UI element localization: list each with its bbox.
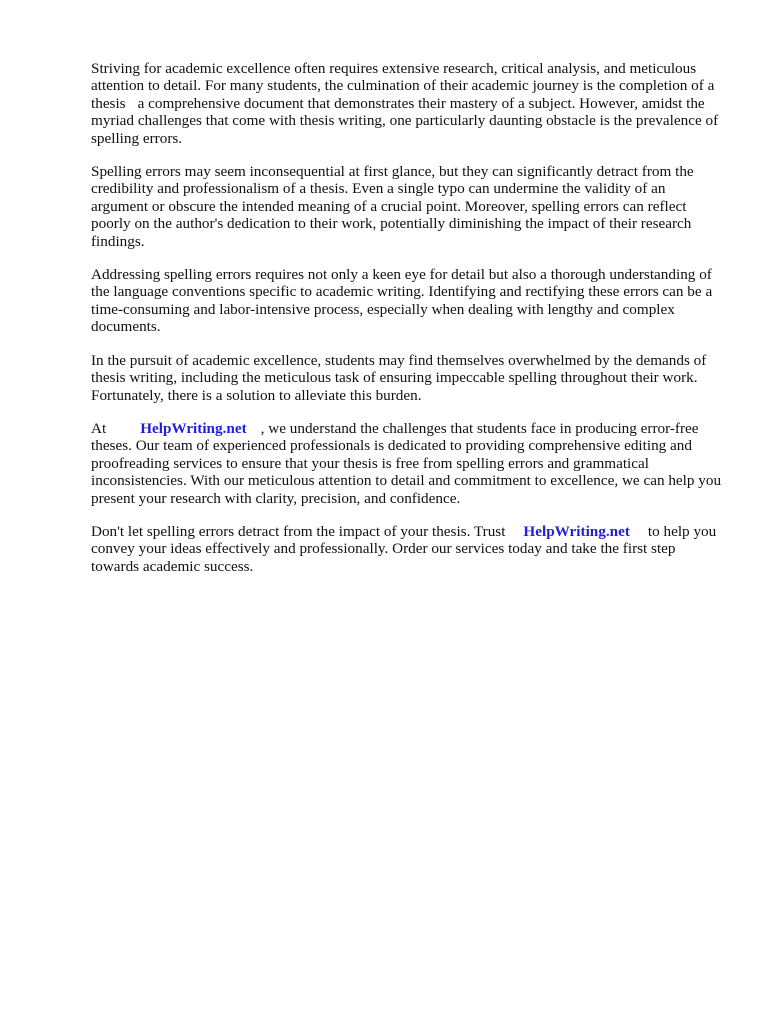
helpwriting-link-closing[interactable]: HelpWriting.net	[523, 522, 630, 540]
paragraph-service	[91, 420, 723, 507]
paragraph-service-lead: At	[91, 419, 107, 437]
paragraph-addressing: Addressing spelling errors requires not only a keen eye for detail but also a thorough understanding of the language conventions specific to academic writing. Identifying and rectifying these errors can be a time-consuming and labor-intensive process, especially when dealing with lengthy and complex documents.	[91, 266, 713, 336]
helpwriting-link[interactable]: HelpWriting.net	[140, 419, 247, 437]
paragraph-pursuit: In the pursuit of academic excellence, students may find themselves overwhelmed by the demands of thesis writing, including the meticulous task of ensuring impeccable spelling throughout their work. Fortunately, there is a solution to alleviate this burden.	[91, 351, 707, 404]
paragraph-intro-text-b: a comprehensive document that demonstrates their mastery of a subject. However, amidst the myriad challenges that come with thesis writing, one particularly daunting obstacle is the prevalence of spelling errors.	[91, 94, 719, 147]
paragraph-intro	[91, 60, 723, 147]
paragraph-service-text: , we understand the challenges that students face in producing error-free theses. Our team of experienced professionals is dedicated to providing comprehensive editing and proofreading services to ensure that your thesis is free from spelling errors and grammatical inconsistencies. With our meticulous attention to detail and commitment to excellence, we can help you present your research with clarity, precision, and confidence.	[91, 419, 722, 507]
paragraph-intro-text-a: Striving for academic excellence often requires extensive research, critical analysis, and meticulous attention to detail. For many students, the culmination of their academic journey is the completion of a thesis	[91, 60, 715, 112]
paragraph-impact: Spelling errors may seem inconsequential at first glance, but they can significantly detract from the credibility and professionalism of a thesis. Even a single typo can undermine the validity of an argument or obscure the intended meaning of a crucial point. Moreover, spelling errors can reflect poorly on the author's dedication to their work, potentially diminishing the impact of their research findings.	[91, 163, 694, 250]
paragraph-closing-text: to help you convey your ideas effectively and professionally. Order our services today and take the first step towards academic success.	[91, 522, 717, 575]
paragraph-closing	[91, 523, 723, 575]
document-body	[91, 60, 723, 591]
paragraph-closing-lead: Don't let spelling errors detract from the impact of your thesis. Trust	[91, 522, 506, 540]
